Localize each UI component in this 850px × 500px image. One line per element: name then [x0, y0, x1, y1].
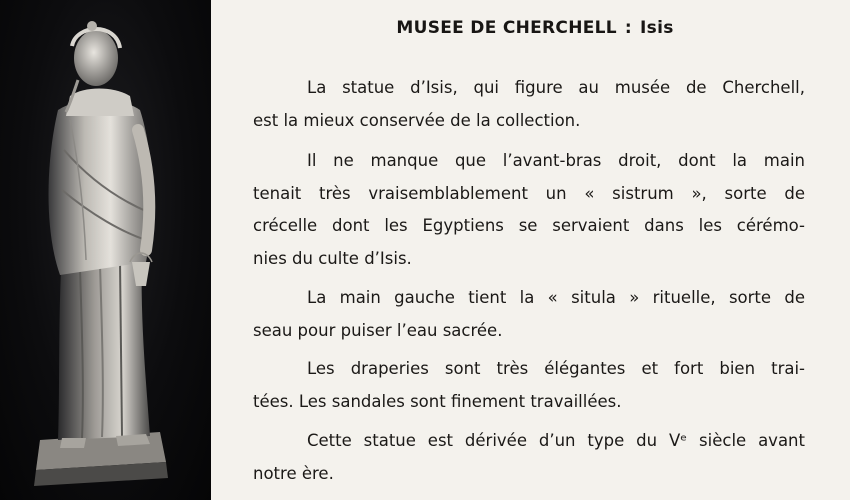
paragraph-line: nies du culte d’Isis. [253, 248, 412, 268]
paragraph-line: tées. Les sandales sont finement travaillées. [253, 391, 622, 411]
isis-statue-image [0, 0, 211, 500]
paragraph-line: est la mieux conservée de la collection. [253, 110, 581, 130]
paragraph-3 [253, 282, 805, 347]
title-museum: MUSEE DE CHERCHELL [396, 18, 617, 38]
paragraph-line: Les draperies sont très élégantes et fort bien trai- [307, 359, 805, 378]
paragraph-line: tenait très vraisemblablement un « sistrum », sorte de [253, 183, 805, 203]
statue-photograph [0, 0, 211, 500]
paragraph-line: crécelle dont les Egyptiens se servaient dans les cérémo- [253, 216, 805, 235]
title-separator: : [624, 18, 633, 38]
paragraph-2 [253, 145, 805, 275]
paragraph-4 [253, 353, 805, 418]
paragraph-5 [253, 425, 805, 490]
paragraph-line: Cette statue est dérivée d’un type du Vᵉ siècle avant [307, 431, 805, 450]
paragraph-1 [253, 72, 805, 137]
title-subject: Isis [640, 18, 674, 38]
paragraph-line: Il ne manque que l’avant-bras droit, dont la main [307, 151, 805, 170]
page-title [300, 18, 770, 38]
paragraph-line: notre ère. [253, 463, 334, 483]
paragraph-line: La statue d’Isis, qui figure au musée de Cherchell, [307, 78, 805, 97]
paragraph-line: seau pour puiser l’eau sacrée. [253, 320, 503, 340]
paragraph-line: La main gauche tient la « situla » rituelle, sorte de [307, 288, 805, 307]
